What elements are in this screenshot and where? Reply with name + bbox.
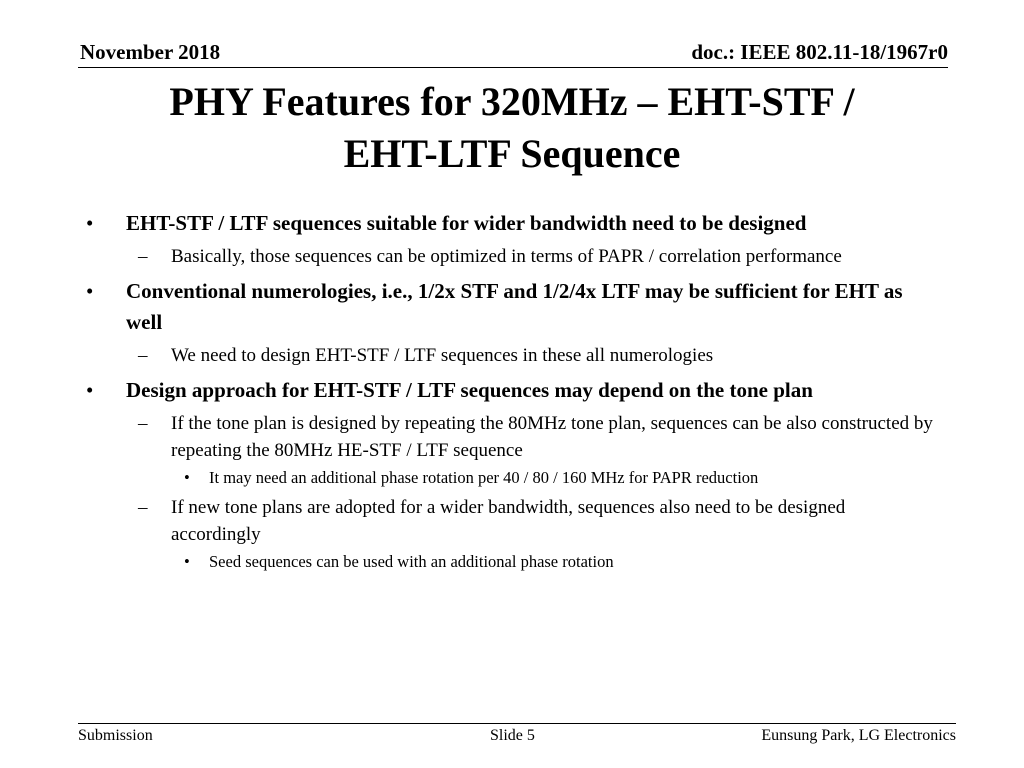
bullet-icon: • — [184, 468, 190, 487]
sub-bullet-text: If the tone plan is designed by repeating the 80MHz tone plan, sequences can be also constructed by repeating the 80MHz HE-STF / LTF sequence — [171, 413, 933, 461]
bullet-text: Conventional numerologies, i.e., 1/2x STF and 1/2/4x LTF may be sufficient for EHT as well — [126, 279, 903, 334]
sub-sub-bullet-item — [86, 466, 936, 490]
slide-content — [86, 202, 936, 574]
footer-submission: Submission — [78, 727, 153, 744]
footer-rule — [78, 723, 956, 724]
slide-title-line-1: PHY Features for 320MHz – EHT-STF / — [169, 79, 855, 124]
dash-icon: – — [138, 413, 148, 434]
bullet-item — [86, 276, 936, 338]
sub-sub-bullet-text: It may need an additional phase rotation per 40 / 80 / 160 MHz for PAPR reduction — [209, 468, 759, 487]
dash-icon: – — [138, 497, 148, 518]
bullet-icon: • — [86, 211, 94, 235]
dash-icon: – — [138, 345, 148, 366]
sub-sub-bullet-text: Seed sequences can be used with an additional phase rotation — [209, 552, 614, 571]
footer-slide-number: Slide 5 — [490, 727, 535, 744]
bullet-item — [86, 375, 936, 406]
sub-sub-bullet-item — [86, 550, 936, 574]
slide-title — [60, 76, 964, 180]
sub-bullet-text: If new tone plans are adopted for a wider bandwidth, sequences also need to be designed accordingly — [171, 497, 846, 545]
footer-author: Eunsung Park, LG Electronics — [761, 727, 956, 744]
bullet-text: Design approach for EHT-STF / LTF sequences may depend on the tone plan — [126, 378, 813, 402]
sub-bullet-item — [86, 410, 936, 464]
header-doc-number: doc.: IEEE 802.11-18/1967r0 — [691, 40, 948, 64]
header-date: November 2018 — [80, 40, 221, 64]
bullet-icon: • — [86, 279, 94, 303]
sub-bullet-item — [86, 494, 936, 548]
bullet-icon: • — [86, 378, 94, 402]
sub-bullet-item — [86, 243, 936, 270]
slide-title-line-2: EHT-LTF Sequence — [343, 131, 681, 176]
bullet-icon: • — [184, 552, 190, 571]
sub-bullet-text: We need to design EHT-STF / LTF sequences in these all numerologies — [171, 345, 714, 366]
sub-bullet-text: Basically, those sequences can be optimized in terms of PAPR / correlation performance — [171, 246, 842, 267]
header-rule — [78, 67, 948, 68]
bullet-text: EHT-STF / LTF sequences suitable for wider bandwidth need to be designed — [126, 211, 807, 235]
bullet-item — [86, 208, 936, 239]
sub-bullet-item — [86, 342, 936, 369]
dash-icon: – — [138, 246, 148, 267]
